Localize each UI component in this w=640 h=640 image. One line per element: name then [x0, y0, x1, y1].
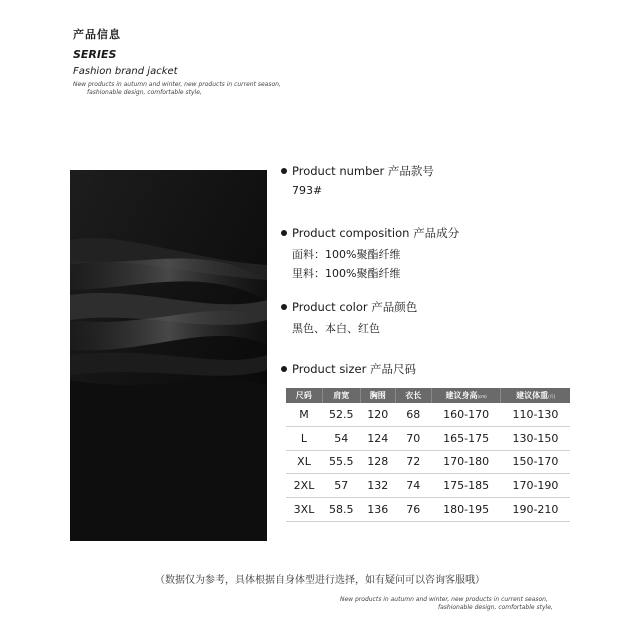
footer-line: fashionable design, comfortable style,	[438, 604, 553, 611]
table-row	[286, 450, 570, 474]
table-cell: 68	[395, 403, 431, 426]
header-description	[73, 81, 281, 97]
composition-section	[281, 225, 459, 281]
table-cell: 120	[361, 403, 396, 426]
header-cell: 衣长	[395, 388, 431, 403]
table-cell: 175-185	[431, 474, 501, 498]
composition-title: Product composition 产品成分	[292, 226, 460, 240]
table-cell: XL	[286, 450, 322, 474]
header-cell: 建议身高(cm)	[431, 388, 501, 403]
color-value: 黑色、本白、红色	[292, 322, 380, 335]
header-cell: 肩宽	[322, 388, 361, 403]
table-cell: 132	[361, 474, 396, 498]
table-cell: 130-150	[501, 426, 570, 450]
color-section	[281, 299, 417, 336]
table-cell: 110-130	[501, 403, 570, 426]
table-cell: 55.5	[322, 450, 361, 474]
table-cell: 54	[322, 426, 361, 450]
bullet-icon	[281, 366, 287, 372]
bullet-icon	[281, 230, 287, 236]
header-cell: 建议体重(斤)	[501, 388, 570, 403]
footer-description	[340, 596, 553, 612]
header-title-cn: 产品信息	[73, 28, 121, 41]
product-number-value: 793#	[292, 184, 323, 197]
table-cell: 57	[322, 474, 361, 498]
header-desc-line: fashionable design, comfortable style,	[87, 89, 202, 96]
bullet-icon	[281, 168, 287, 174]
table-cell: 190-210	[501, 498, 570, 522]
table-cell: 70	[395, 426, 431, 450]
composition-line: 面料：100%聚酯纤维	[292, 248, 401, 261]
header	[73, 26, 281, 97]
table-cell: M	[286, 403, 322, 426]
header-cell: 胸围	[361, 388, 396, 403]
product-number-title: Product number 产品款号	[292, 164, 434, 178]
table-row	[286, 403, 570, 426]
footer-line: New products in autumn and winter, new products in current season,	[340, 596, 548, 603]
table-cell: 128	[361, 450, 396, 474]
table-cell: 160-170	[431, 403, 501, 426]
table-cell: L	[286, 426, 322, 450]
reference-note: （数据仅为参考，具体根据自身体型进行选择，如有疑问可以咨询客服哦）	[155, 575, 485, 586]
table-cell: 76	[395, 498, 431, 522]
series-label: SERIES	[73, 48, 117, 61]
size-table	[286, 388, 570, 522]
table-cell: 58.5	[322, 498, 361, 522]
table-cell: 136	[361, 498, 396, 522]
table-cell: 72	[395, 450, 431, 474]
header-desc-line: New products in autumn and winter, new products in current season,	[73, 81, 281, 88]
table-cell: 165-175	[431, 426, 501, 450]
size-title: Product sizer 产品尺码	[292, 362, 417, 376]
table-cell: 52.5	[322, 403, 361, 426]
table-cell: 180-195	[431, 498, 501, 522]
table-row	[286, 426, 570, 450]
table-cell: 2XL	[286, 474, 322, 498]
table-cell: 170-190	[501, 474, 570, 498]
table-cell: 74	[395, 474, 431, 498]
brand-label: Fashion brand jacket	[73, 66, 178, 77]
bullet-icon	[281, 304, 287, 310]
color-title: Product color 产品颜色	[292, 300, 418, 314]
table-cell: 124	[361, 426, 396, 450]
header-cell: 尺码	[286, 388, 322, 403]
table-row	[286, 474, 570, 498]
table-cell: 170-180	[431, 450, 501, 474]
size-table-header	[286, 388, 570, 403]
product-number-section	[281, 163, 434, 197]
composition-line: 里料：100%聚酯纤维	[292, 267, 401, 280]
fabric-image	[70, 170, 267, 541]
table-cell: 150-170	[501, 450, 570, 474]
size-section	[281, 361, 416, 377]
table-cell: 3XL	[286, 498, 322, 522]
table-row	[286, 498, 570, 522]
